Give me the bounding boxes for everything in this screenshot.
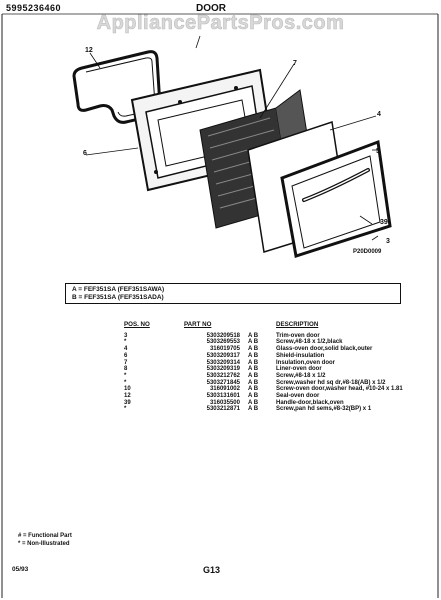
cell-models: A B [248, 399, 259, 406]
legend-line-a: A = FEF351SA (FEF351SAWA) [72, 286, 165, 293]
col-part-no: PART NO [184, 321, 212, 328]
cell-pos: 3 [124, 332, 128, 339]
cell-pos: 12 [124, 393, 131, 400]
table-row [100, 339, 436, 346]
cell-part: 316019705 [209, 346, 240, 353]
cell-part: 5303212871 [206, 406, 240, 413]
col-description: DESCRIPTION [276, 321, 319, 328]
cell-models: A B [248, 359, 259, 366]
cell-models: A B [248, 386, 259, 393]
cell-models: A B [248, 366, 259, 373]
table-row [100, 406, 436, 413]
table-row [100, 346, 436, 353]
table-row [100, 400, 436, 407]
diagram-code: P20D0009 [353, 249, 382, 255]
callout-4: 4 [377, 111, 381, 118]
cell-models: A B [248, 339, 259, 346]
parts-table [100, 322, 436, 413]
cell-part: 5303131601 [206, 393, 240, 400]
model-legend [65, 283, 401, 304]
table-row [100, 333, 436, 340]
callout-39: 39 [380, 219, 388, 226]
callout-5: 5 [376, 148, 380, 155]
cell-pos: 7 [124, 359, 128, 366]
table-row [100, 373, 436, 380]
legend-line-b: B = FEF351SA (FEF351SADA) [72, 294, 164, 301]
cell-desc: Seal-oven door [276, 393, 320, 400]
cell-models: A B [248, 372, 259, 379]
table-row [100, 380, 436, 387]
cell-part: 5303212762 [206, 372, 240, 379]
cell-desc: Trim-oven door [276, 332, 320, 339]
cell-desc: Liner-oven door [276, 366, 322, 373]
table-row [100, 366, 436, 373]
cell-desc: Insulation,oven door [276, 359, 336, 366]
cell-models: A B [248, 332, 259, 339]
cell-pos: 4 [124, 346, 128, 353]
cell-part: 5303269553 [206, 339, 240, 346]
note-functional: # = Functional Part [18, 533, 72, 539]
table-row [100, 386, 436, 393]
cell-desc: Screw,washer hd sq dr,#8-18(AB) x 1/2 [276, 379, 386, 386]
cell-part: 316035500 [209, 399, 240, 406]
cell-pos: 10 [124, 386, 131, 393]
footer-page: G13 [203, 565, 221, 575]
cell-part: 5303209518 [206, 332, 240, 339]
col-models [248, 322, 276, 333]
callout-6: 6 [83, 150, 87, 157]
section-title: DOOR [196, 3, 226, 14]
watermark: AppliancePartsPros.com [96, 12, 345, 34]
exploded-door-diagram [60, 30, 400, 265]
cell-pos: * [124, 339, 127, 346]
table-row [100, 353, 436, 360]
table-row [100, 360, 436, 367]
cell-models: A B [248, 379, 259, 386]
cell-desc: Screw,#8-18 x 1/2 [276, 372, 326, 379]
parts-table-header [100, 322, 436, 333]
cell-desc: Screw,#8-18 x 1/2,black [276, 339, 343, 346]
col-pos-no: POS. NO [124, 321, 150, 328]
note-non-illustrated: * = Non-Illustrated [18, 540, 70, 547]
notes [18, 533, 72, 548]
cell-desc: Handle-door,black,oven [276, 399, 344, 406]
cell-desc: Screw-oven door,washer head, #10-24 x 1.81 [276, 386, 403, 393]
cell-models: A B [248, 393, 259, 400]
cell-pos: 8 [124, 366, 128, 373]
cell-models: A B [248, 346, 259, 353]
cell-models: A B [248, 352, 259, 359]
cell-pos: * [124, 406, 127, 413]
cell-part: 5303209317 [206, 352, 240, 359]
cell-pos: 6 [124, 352, 128, 359]
cell-part: 316091002 [209, 386, 240, 393]
cell-part: 5303271845 [206, 379, 240, 386]
cell-desc: Shield-insulation [276, 352, 325, 359]
cell-models: A B [248, 406, 259, 413]
cell-part: 5303209314 [206, 359, 240, 366]
model-number: 5995236460 [6, 3, 62, 13]
callout-12: 12 [85, 47, 93, 54]
callout-3: 3 [386, 238, 390, 245]
cell-pos: 39 [124, 399, 131, 406]
cell-pos: * [124, 372, 127, 379]
cell-pos: * [124, 379, 127, 386]
cell-desc: Glass-oven door,solid black,outer [276, 346, 373, 353]
cell-desc: Screw,pan hd sems,#8-32(BP) x 1 [276, 406, 372, 413]
table-row [100, 393, 436, 400]
parts-table-body [100, 333, 436, 413]
footer-date: 05/93 [12, 566, 29, 573]
callout-7: 7 [293, 60, 297, 67]
cell-part: 5303209319 [206, 366, 240, 373]
